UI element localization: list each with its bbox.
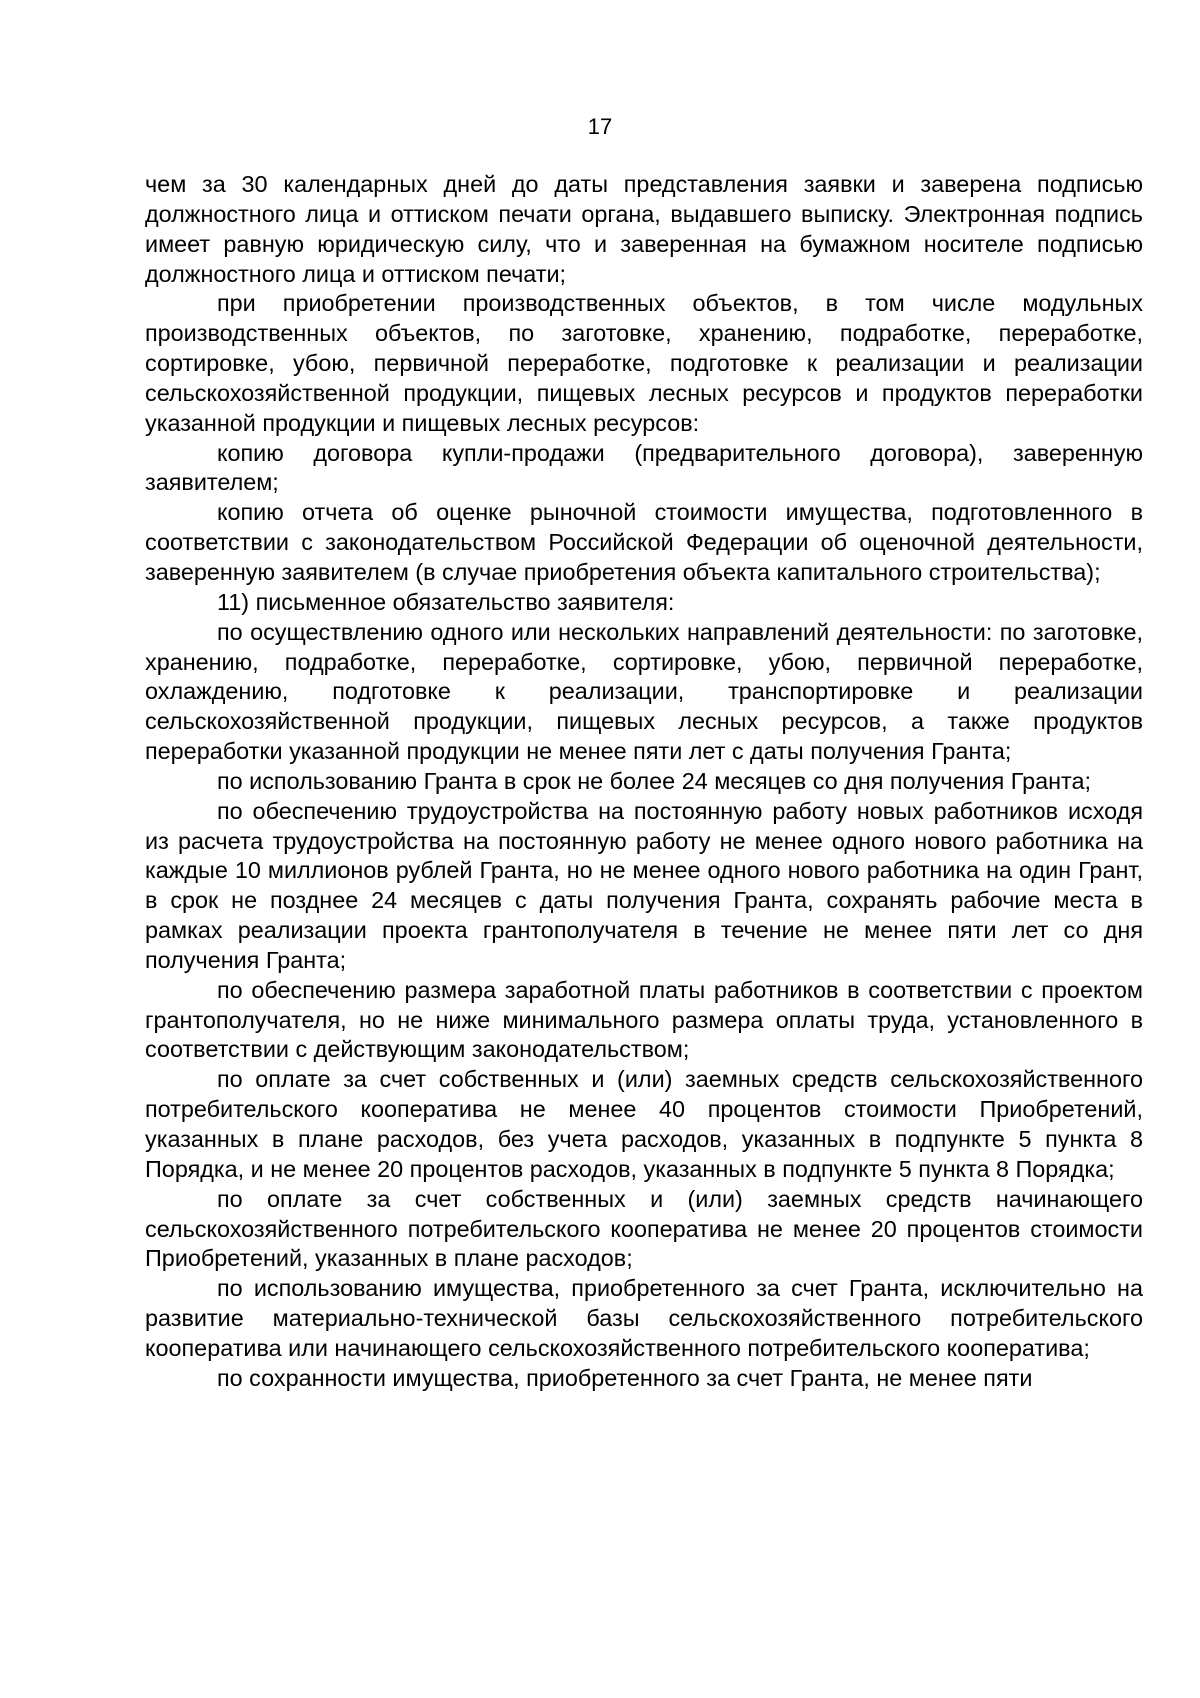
paragraph: копию отчета об оценке рыночной стоимости имущества, подготовленного в соответствии с законодательством Российской Федерации об оценочной деятельности, заверенную заявителем (в случае приобретения объекта капитального строительства); (145, 499, 1143, 585)
document-body (145, 170, 1143, 1394)
paragraph: копию договора купли-продажи (предварительного договора), заверенную заявителем; (145, 439, 1143, 496)
paragraph: по использованию Гранта в срок не более 24 месяцев со дня получения Гранта; (217, 767, 1092, 794)
paragraph: по сохранности имущества, приобретенного за счет Гранта, не менее пяти (217, 1364, 1033, 1391)
page-number: 17 (587, 114, 613, 139)
paragraph: по обеспечению размера заработной платы работников в соответствии с проектом грантополучателя, но не ниже минимального размера оплаты труда, установленного в соответствии с действующим законодательством; (145, 976, 1143, 1063)
paragraph: по использованию имущества, приобретенного за счет Гранта, исключительно на развитие материально-технической базы сельскохозяйственного потребительского кооператива или начинающего сельскохозяйственного потребительского кооператива; (145, 1275, 1143, 1361)
paragraph: 11) письменное обязательство заявителя: (217, 588, 675, 615)
paragraph: по оплате за счет собственных и (или) заемных средств сельскохозяйственного потребительского кооператива не менее 40 процентов стоимости Приобретений, указанных в плане расходов, без учета расходов, указанных в подпункте 5 пункта 8 Порядка, и не менее 20 процентов расходов, указанных в подпункте 5 пункта 8 Порядка; (145, 1066, 1143, 1182)
paragraph: по осуществлению одного или нескольких направлений деятельности: по заготовке, хранению, подработке, переработке, сортировке, убою, первичной переработке, охлаждению, подготовке к реализации, транспортировке и реализации сельскохозяйственной продукции, пищевых лесных ресурсов, а также продуктов переработки указанной продукции не менее пяти лет с даты получения Гранта; (145, 618, 1143, 765)
paragraph: по обеспечению трудоустройства на постоянную работу новых работников исходя из расчета трудоустройства на постоянную работу не менее одного нового работника на каждые 10 миллионов рублей Гранта, но не менее одного нового работника на один Грант, в срок не позднее 24 месяцев с даты получения Гранта, сохранять рабочие места в рамках реализации проекта грантополучателя в течение не менее пяти лет со дня получения Гранта; (145, 797, 1143, 973)
paragraph: чем за 30 календарных дней до даты представления заявки и заверена подписью должностного лица и оттиском печати органа, выдавшего выписку. Электронная подпись имеет равную юридическую силу, что и заверенная на бумажном носителе подписью должностного лица и оттиском печати; (145, 171, 1143, 287)
paragraph: при приобретении производственных объектов, в том числе модульных производственных объектов, по заготовке, хранению, подработке, переработке, сортировке, убою, первичной переработке, подготовке к реализации и реализации сельскохозяйственной продукции, пищевых лесных ресурсов и продуктов переработки указанной продукции и пищевых лесных ресурсов: (145, 290, 1143, 436)
paragraph: по оплате за счет собственных и (или) заемных средств начинающего сельскохозяйственного потребительского кооператива не менее 20 процентов стоимости Приобретений, указанных в плане расходов; (145, 1185, 1143, 1272)
